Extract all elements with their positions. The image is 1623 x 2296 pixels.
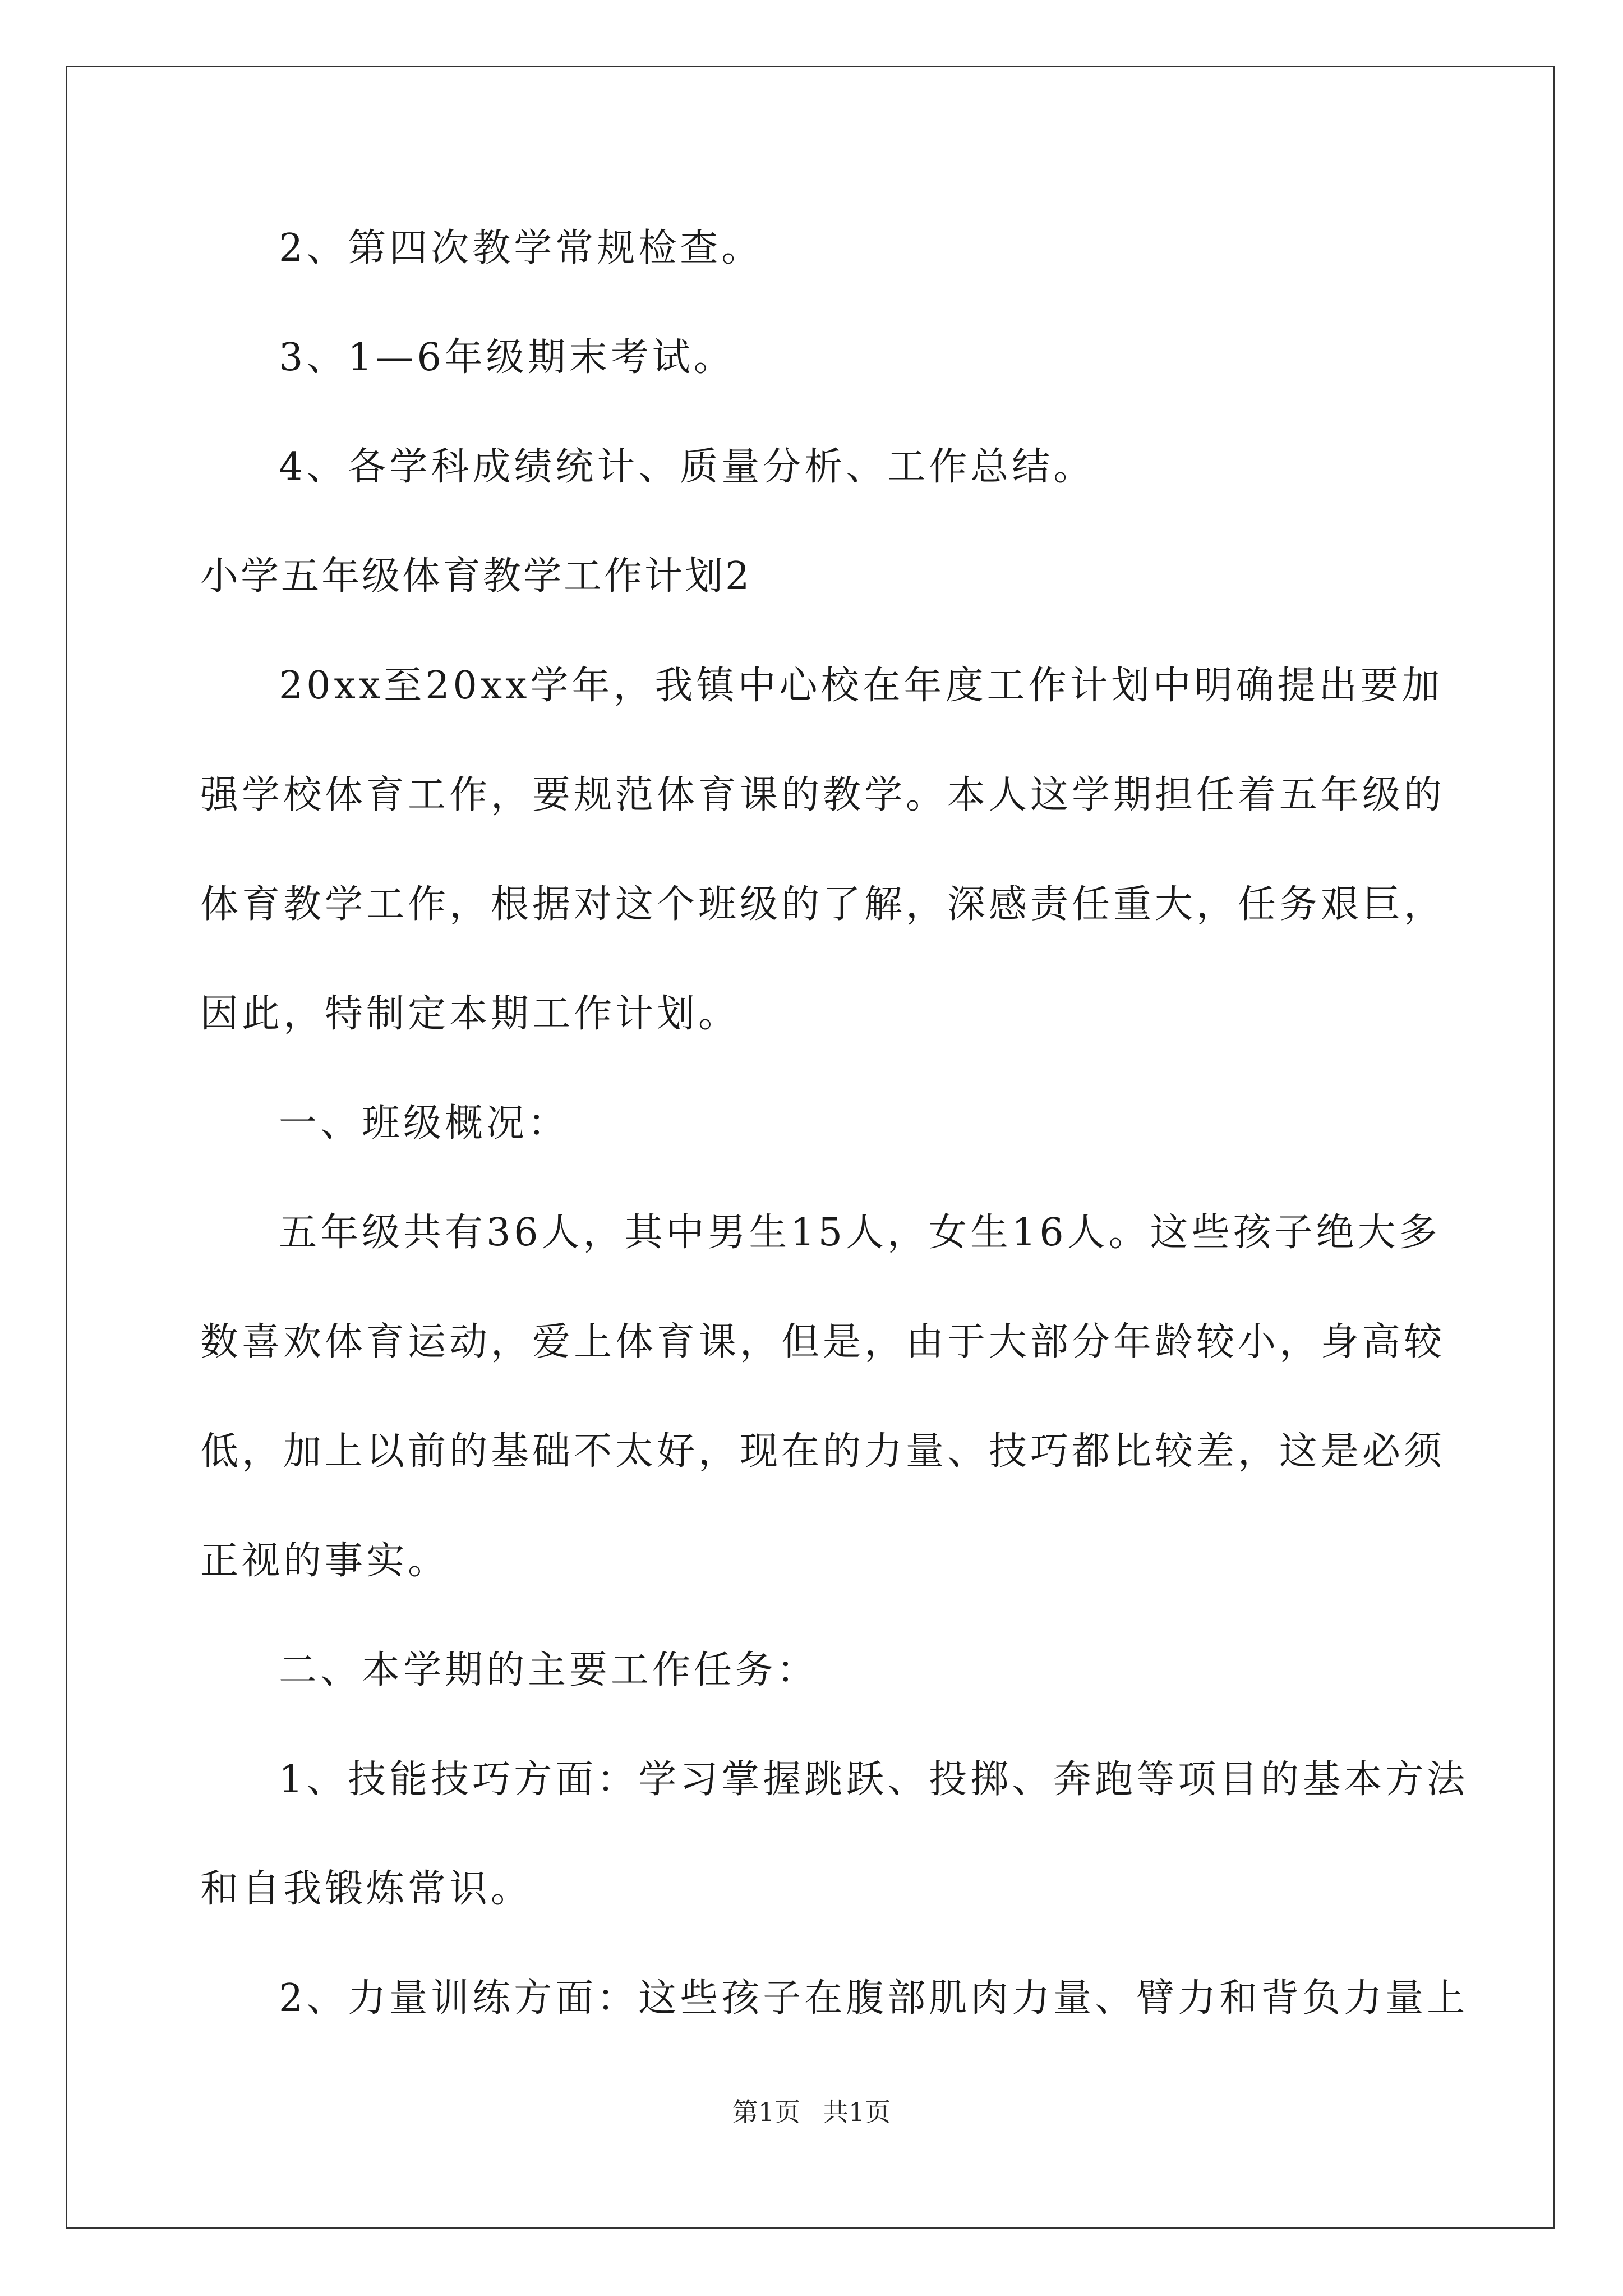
paragraph-intro-line-4: 因此，特制定本期工作计划。: [200, 992, 740, 1036]
paragraph-class-line-3: 低，加上以前的基础不太好，现在的力量、技巧都比较差，这是必须: [200, 1429, 1446, 1474]
page-number-current: 第1页: [732, 2097, 800, 2127]
paragraph-intro-line-1: 20xx至20xx学年，我镇中心校在年度工作计划中明确提出要加: [279, 664, 1444, 708]
heading-class-overview: 一、班级概况：: [279, 1101, 570, 1145]
list-item-summary: 4、各学科成绩统计、质量分析、工作总结。: [279, 445, 1095, 489]
list-item-inspection: 2、第四次教学常规检查。: [279, 226, 763, 270]
section-title: 小学五年级体育教学工作计划2: [200, 554, 752, 599]
paragraph-class-line-1: 五年级共有36人，其中男生15人，女生16人。这些孩子绝大多: [279, 1211, 1441, 1255]
paragraph-intro-line-3: 体育教学工作，根据对这个班级的了解，深感责任重大，任务艰巨，: [200, 882, 1446, 927]
page-footer: [0, 2095, 1623, 2129]
task-skills-line-1: 1、技能技巧方面：学习掌握跳跃、投掷、奔跑等项目的基本方法: [279, 1757, 1469, 1802]
page-number-total: 共1页: [823, 2097, 891, 2127]
list-item-exam: 3、1—6年级期末考试。: [279, 335, 735, 380]
paragraph-intro-line-2: 强学校体育工作，要规范体育课的教学。本人这学期担任着五年级的: [200, 773, 1446, 817]
task-strength-line-1: 2、力量训练方面：这些孩子在腹部肌肉力量、臂力和背负力量上: [279, 1976, 1469, 2021]
heading-main-tasks: 二、本学期的主要工作任务：: [279, 1648, 819, 1692]
paragraph-class-line-4: 正视的事实。: [200, 1539, 450, 1583]
task-skills-line-2: 和自我锻炼常识。: [200, 1867, 533, 1911]
paragraph-class-line-2: 数喜欢体育运动，爱上体育课，但是，由于大部分年龄较小，身高较: [200, 1320, 1446, 1364]
